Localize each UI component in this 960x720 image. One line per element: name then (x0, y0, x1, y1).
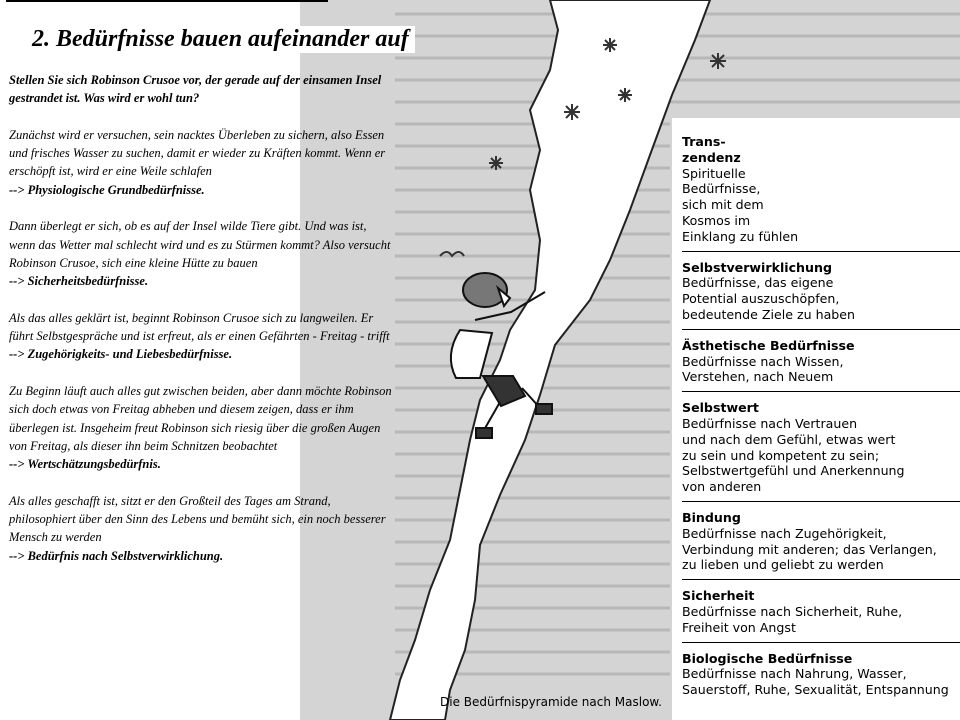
need-description: Bedürfnisse nach Vertrauen und nach dem Gefühl, etwas wert zu sein und kompetent zu sein; Selbstwertgefühl und Anerkennung von anderen (682, 415, 905, 495)
need-conclusion: --> Wertschätzungsbedürfnis. (9, 457, 161, 472)
need-conclusion: --> Physiologische Grundbedürfnisse. (9, 182, 205, 197)
need-self-actualization (682, 260, 960, 323)
divider (682, 579, 960, 580)
divider (682, 501, 960, 502)
need-description: Bedürfnisse nach Sicherheit, Ruhe, Freiheit von Angst (682, 603, 903, 635)
need-title: Biologische Bedürfnisse (682, 650, 853, 666)
paragraph-text: Zunächst wird er versuchen, sein nacktes Überleben zu sichern, also Essen und frisches Wasser zu suchen, damit er wieder zu Kräften kommt. Wenn er erschöpft ist, wird er eine Weile schlafen (9, 127, 386, 179)
need-conclusion: --> Zugehörigkeits- und Liebesbedürfnisse. (9, 347, 233, 362)
paragraph-text: Als das alles geklärt ist, beginnt Robinson Crusoe sich zu langweilen. Er führt Selbstgespräche und ist erfreut, als er einen Gefährten - Freitag - trifft (9, 310, 390, 344)
robinson-story (9, 71, 395, 583)
slide-title: 2. Bedürfnisse bauen aufeinander auf (32, 26, 415, 53)
divider (682, 391, 960, 392)
story-paragraph-physiological (9, 126, 395, 199)
need-title: Selbstverwirklichung (682, 259, 832, 275)
need-description: Bedürfnisse nach Nahrung, Wasser, Sauerstoff, Ruhe, Sexualität, Entspannung (682, 666, 949, 698)
top-rule (6, 0, 328, 2)
illustration-caption: Die Bedürfnispyramide nach Maslow. (440, 695, 662, 709)
divider (682, 251, 960, 252)
need-description: Bedürfnisse, das eigene Potential auszuschöpfen, bedeutende Ziele zu haben (682, 275, 856, 322)
need-transcendence (682, 134, 960, 245)
paragraph-text: Dann überlegt er sich, ob es auf der Insel wilde Tiere gibt. Und was ist, wenn das Wetter mal schlecht wird und es zu Stürmen kommt? Also versucht Robinson Crusoe, sich eine kleine Hütte zu bauen (9, 219, 391, 270)
story-intro: Stellen Sie sich Robinson Crusoe vor, der gerade auf der einsamen Insel gestrandet ist. Was wird er wohl tun? (9, 73, 382, 106)
need-title: Selbstwert (682, 400, 759, 416)
need-esteem (682, 400, 960, 495)
divider (682, 329, 960, 330)
divider (682, 642, 960, 643)
need-description: Bedürfnisse nach Zugehörigkeit, Verbindung mit anderen; das Verlangen, zu lieben und geliebt zu werden (682, 525, 937, 573)
paragraph-text: Als alles geschafft ist, sitzt er den Großteil des Tages am Strand, philosophiert über den Sinn des Lebens und bemüht sich, ein noch besserer Mensch zu werden (9, 493, 386, 545)
story-paragraph-self-actualization (9, 492, 395, 565)
need-title: Sicherheit (682, 588, 755, 604)
paragraph-text: Zu Beginn läuft auch alles gut zwischen beiden, aber dann möchte Robinson sich doch etwas von Freitag abheben und diesem zeigen, dass er ihm überlegen ist. Insgeheim freut Robinson sich riesig über die großen Augen von Freitag, als dieser ihn beim Schnitzen beobachtet (9, 384, 392, 453)
need-title: Trans- zendenz (682, 134, 741, 165)
need-aesthetic (682, 338, 960, 385)
need-title: Bindung (682, 509, 741, 525)
maslow-needs-list (682, 134, 960, 698)
story-paragraph-safety (9, 217, 395, 290)
story-paragraph-belonging (9, 309, 395, 364)
need-description: Spirituelle Bedürfnisse, sich mit dem Kosmos im Einklang zu fühlen (682, 165, 799, 244)
need-biological (682, 651, 960, 698)
story-paragraph-esteem (9, 382, 395, 473)
need-safety (682, 588, 960, 635)
need-title: Ästhetische Bedürfnisse (682, 337, 855, 353)
need-conclusion: --> Sicherheitsbedürfnisse. (9, 274, 149, 289)
need-belonging (682, 510, 960, 573)
need-conclusion: --> Bedürfnis nach Selbstverwirklichung. (9, 548, 224, 563)
mountain-shape (390, 0, 710, 720)
need-description: Bedürfnisse nach Wissen, Verstehen, nach Neuem (682, 353, 844, 385)
